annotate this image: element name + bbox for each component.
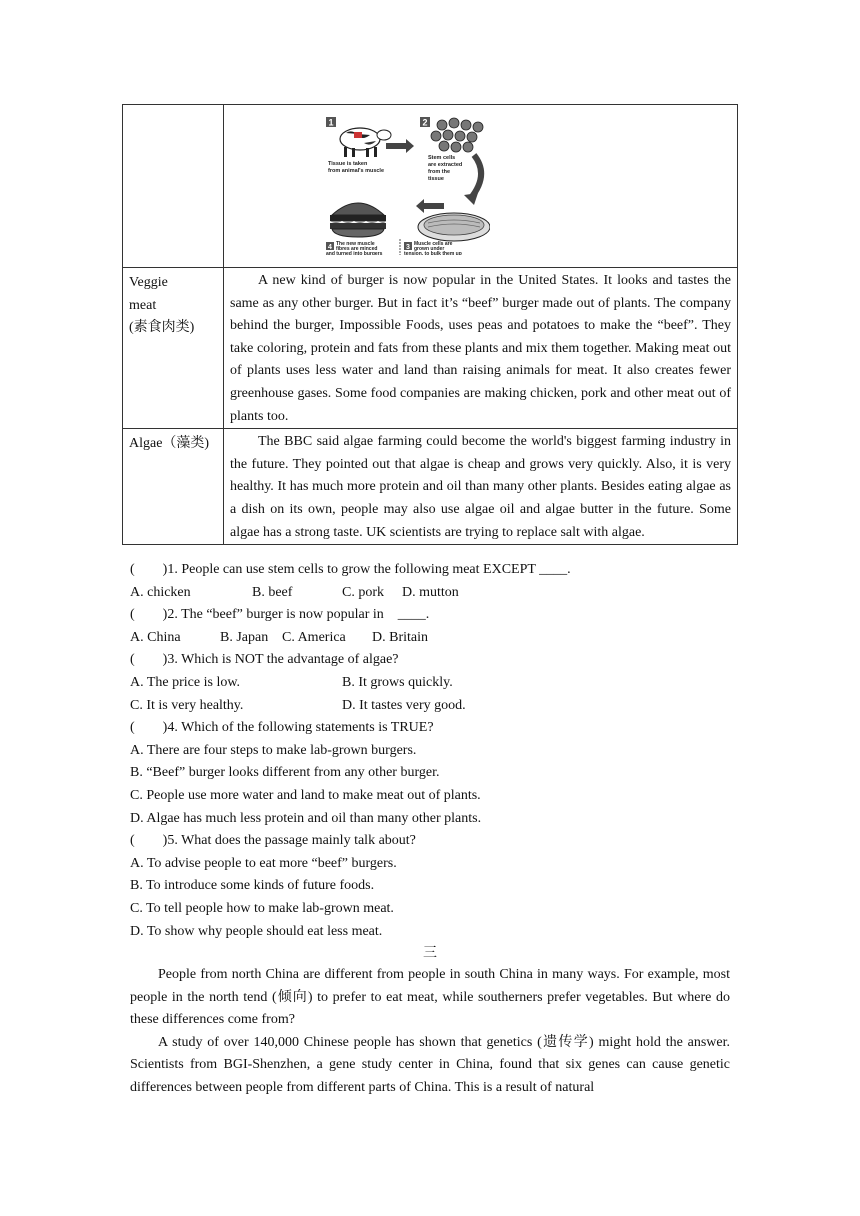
option-c: C. America — [282, 629, 346, 645]
step-4-number: 4 — [328, 244, 332, 251]
step-1-caption: Tissue is taken from animal's muscle — [328, 161, 385, 174]
question-3-options-row-2 — [130, 695, 740, 718]
veggie-label-line-1: Veggie — [129, 275, 168, 290]
cow-icon — [340, 128, 391, 157]
reading-passage — [130, 964, 730, 1100]
petri-dish-icon — [418, 213, 490, 241]
question-3-options-row-1 — [130, 672, 740, 695]
option-c: C. pork — [342, 584, 384, 600]
option-c: C. To tell people how to make lab-grown meat. — [130, 900, 394, 916]
option-a: A. China — [130, 629, 181, 645]
step-3-caption: Muscle cells are grown under tension, to bulk them up — [404, 241, 462, 255]
step-2-caption: Stem cells are extracted from the tissue — [428, 155, 463, 182]
passage-paragraph-1: People from north China are different from people in south China in many ways. For example, most people in the north tend (倾向) to prefer to eat meat, while southerners prefer vegetables. But where do these differences come from? — [130, 967, 730, 1028]
algae-text-cell — [224, 429, 738, 545]
veggie-meat-text-cell — [224, 268, 738, 429]
step-3-number: 3 — [406, 244, 410, 251]
arrow-head-icon — [464, 193, 478, 205]
empty-label-cell — [123, 105, 224, 268]
question-1-options — [130, 582, 740, 605]
veggie-meat-paragraph: A new kind of burger is now popular in the United States. It looks and tastes the same as any other burger. But in fact it’s “beef” burger made out of plants. The company behind the burger, Impossible Foods, uses peas and potatoes to make the “beef”. They take coloring, protein and fats from these plants and mix them together. Making meat out of plants uses less water and land than raising animals for meat. It also creates fewer greenhouse gases. Some food companies are making chicken, pork and other meat out of plants too. — [230, 273, 731, 424]
option-d: D. mutton — [402, 584, 459, 600]
passage-table — [122, 104, 738, 545]
option-b: B. Japan — [220, 629, 269, 645]
option-d: D. It tastes very good. — [342, 697, 466, 713]
burger-icon — [330, 203, 386, 237]
question-list — [130, 559, 740, 943]
question-4: ( )4. Which of the following statements is TRUE? — [130, 720, 434, 736]
question-1: ( )1. People can use stem cells to grow the following meat EXCEPT ____. — [130, 562, 571, 577]
option-a: A. To advise people to eat more “beef” burgers. — [130, 855, 397, 871]
option-d: D. Algae has much less protein and oil than many other plants. — [130, 810, 482, 826]
stem-cells-icon — [431, 118, 483, 152]
algae-label: Algae（藻类) — [123, 429, 224, 545]
option-c: C. People use more water and land to make meat out of plants. — [130, 787, 481, 803]
option-c: C. It is very healthy. — [130, 697, 244, 713]
lab-grown-burger-figure — [324, 115, 490, 255]
question-2-options — [130, 627, 740, 650]
arrow-right-icon — [386, 139, 414, 153]
option-b: B. It grows quickly. — [342, 674, 453, 690]
option-d: D. To show why people should eat less meat. — [130, 923, 383, 939]
step-1-number: 1 — [328, 117, 334, 128]
question-2: ( )2. The “beef” burger is now popular in ____. — [130, 607, 430, 623]
table-row-figure — [123, 105, 738, 268]
table-row-veggie-meat — [123, 268, 738, 429]
algae-paragraph: The BBC said algae farming could become the world's biggest farming industry in the future. They pointed out that algae is cheap and grows very quickly. Also, it is very healthy. It has much more protein and oil than many other plants. Besides eating algae as a dish on its own, people may also use algae oil and algae butter in the future. Some algae has a strong taste. UK scientists are trying to replace salt with algae. — [230, 434, 731, 540]
question-5: ( )5. What does the passage mainly talk about? — [130, 833, 416, 849]
arrow-left-icon — [416, 199, 444, 213]
step-4-caption: The new muscle fibres are minced and turned into burgers — [326, 241, 383, 255]
option-a: A. There are four steps to make lab-grown burgers. — [130, 742, 417, 758]
option-d: D. Britain — [372, 629, 428, 645]
passage-paragraph-2: A study of over 140,000 Chinese people has shown that genetics (遗传学) might hold the answer. Scientists from BGI-Shenzhen, a gene study center in China, found that six genes can cause genetic differences between people from different parts of China. This is a result of natural — [130, 1034, 730, 1095]
veggie-meat-label — [123, 268, 224, 429]
option-a: A. chicken — [130, 584, 191, 600]
option-b: B. To introduce some kinds of future foods. — [130, 878, 375, 894]
step-2-number: 2 — [422, 117, 428, 128]
question-3: ( )3. Which is NOT the advantage of algae? — [130, 652, 399, 668]
veggie-label-line-2: meat — [129, 297, 157, 313]
figure-cell — [224, 105, 738, 268]
section-number: 三 — [423, 946, 437, 961]
table-row-algae — [123, 429, 738, 545]
veggie-label-line-3: (素食肉类) — [129, 320, 195, 336]
arrow-down-curve-icon — [470, 155, 481, 199]
option-b: B. “Beef” burger looks different from any other burger. — [130, 765, 440, 781]
option-a: A. The price is low. — [130, 674, 241, 690]
option-b: B. beef — [252, 584, 293, 600]
